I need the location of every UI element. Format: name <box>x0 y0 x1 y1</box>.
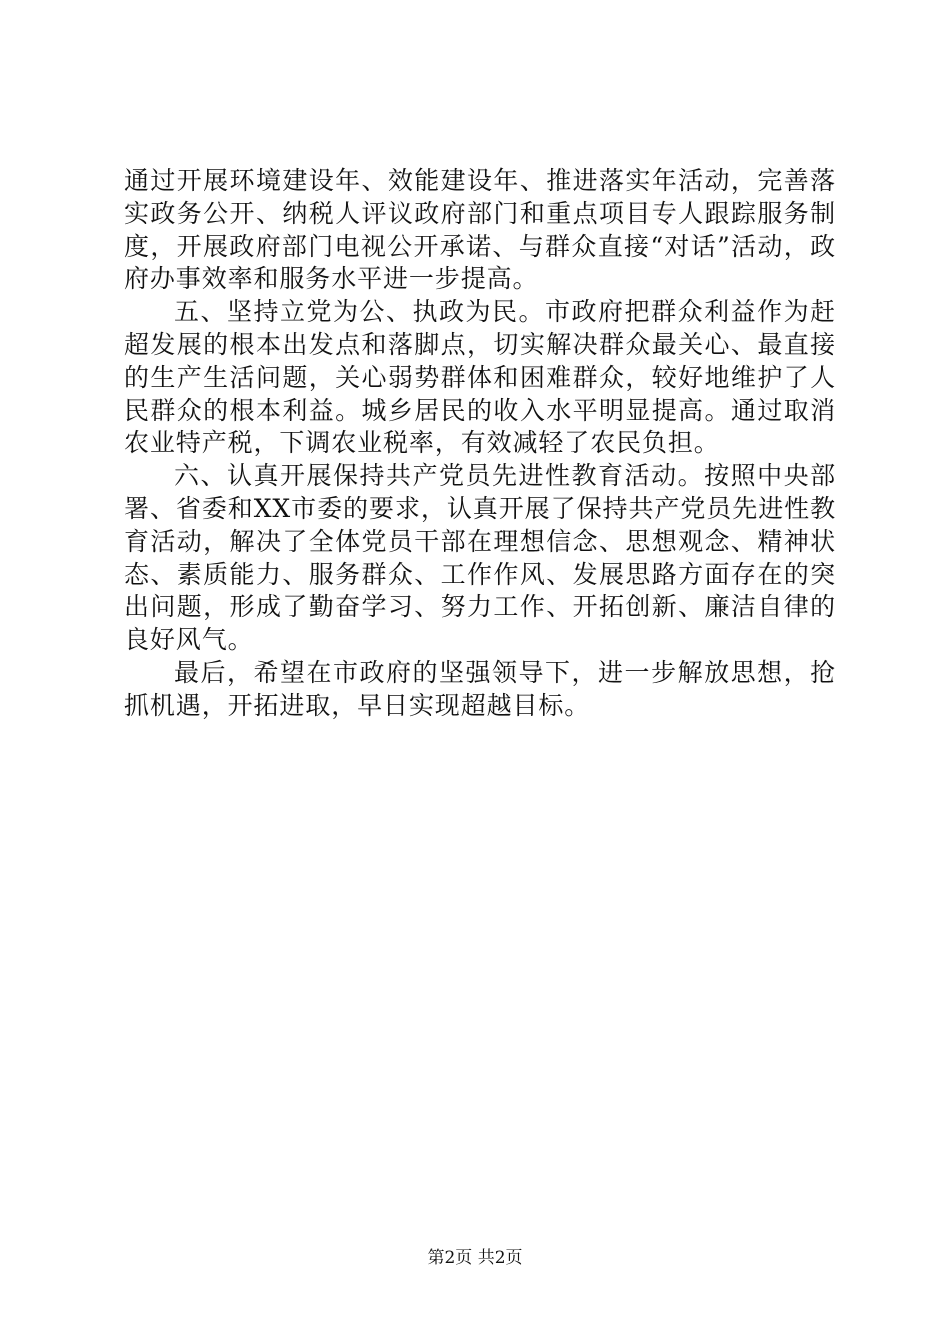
page-number-footer: 第2页 共2页 <box>427 1248 523 1268</box>
body-text <box>124 165 836 723</box>
paragraph-continuation: 通过开展环境建设年、效能建设年、推进落实年活动，完善落实政务公开、纳税人评议政府部门和重点项目专人跟踪服务制度，开展政府部门电视公开承诺、与群众直接“对话”活动，政府办事效率和服务水平进一步提高。 <box>124 166 836 294</box>
paragraph-conclusion: 最后，希望在市政府的坚强领导下，进一步解放思想，抢抓机遇，开拓进取，早日实现超越目标。 <box>124 657 836 720</box>
paragraph-section-six: 六、认真开展保持共产党员先进性教育活动。按照中央部署、省委和XX市委的要求，认真开展了保持共产党员先进性教育活动，解决了全体党员干部在理想信念、思想观念、精神状态、素质能力、服务群众、工作作风、发展思路方面存在的突出问题，形成了勤奋学习、努力工作、开拓创新、廉洁自律的良好风气。 <box>124 461 836 655</box>
paragraph-section-five: 五、坚持立党为公、执政为民。市政府把群众利益作为赶超发展的根本出发点和落脚点，切实解决群众最关心、最直接的生产生活问题，关心弱势群体和困难群众，较好地维护了人民群众的根本利益。城乡居民的收入水平明显提高。通过取消农业特产税，下调农业税率，有效减轻了农民负担。 <box>124 297 836 458</box>
